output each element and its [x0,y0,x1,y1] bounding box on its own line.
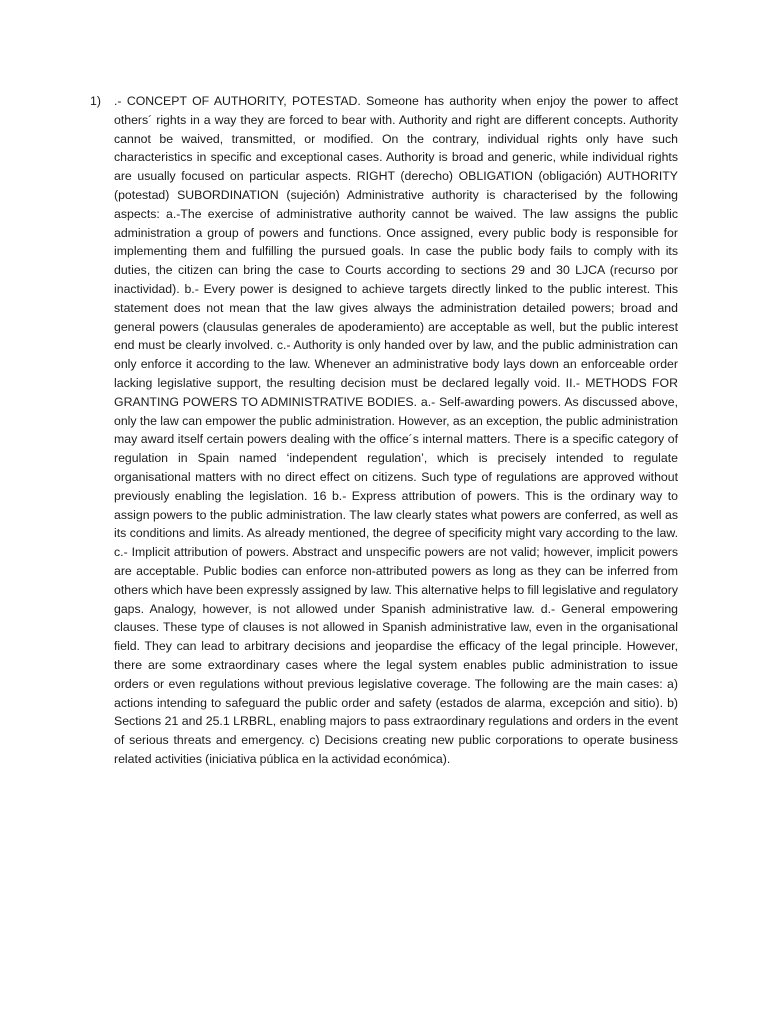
body-paragraph: .- CONCEPT OF AUTHORITY, POTESTAD. Someone has authority when enjoy the power to affect others´ rights in a way they are forced to bear with. Authority and right are different concepts. Authority cannot be waived, transmitted, or modified. On the contrary, individual rights only have such characteristics in specific and exceptional cases. Authority is broad and generic, while individual rights are usually focused on particular aspects. RIGHT (derecho) OBLIGATION (obligación) AUTHORITY (potestad) SUBORDINATION (sujeción) Administrative authority is characterised by the following aspects: a.-The exercise of administrative authority cannot be waived. The law assigns the public administration a group of powers and functions. Once assigned, every public body is responsible for implementing them and fulfilling the pursued goals. In case the public body fails to comply with its duties, the citizen can bring the case to Courts according to sections 29 and 30 LJCA (recurso por inactividad). b.- Every power is designed to achieve targets directly linked to the public interest. This statement does not mean that the law gives always the administration detailed powers; broad and general powers (clausulas generales de apoderamiento) are acceptable as well, but the public interest end must be clearly involved. c.- Authority is only handed over by law, and the public administration can only enforce it according to the law. Whenever an administrative body lays down an enforceable order lacking legislative support, the resulting decision must be declared legally void. II.- METHODS FOR GRANTING POWERS TO ADMINISTRATIVE BODIES. a.- Self-awarding powers. As discussed above, only the law can empower the public administration. However, as an exception, the public administration may award itself certain powers dealing with the office´s internal matters. There is a specific category of regulation in Spain named ‘independent regulation’, which is precisely intended to regulate organisational matters with no direct effect on citizens. Such type of regulations are approved without previously enabling the legislation. 16 b.- Express attribution of powers. This is the ordinary way to assign powers to the public administration. The law clearly states what powers are conferred, as well as its conditions and limits. As already mentioned, the degree of specificity might vary according to the law. c.- Implicit attribution of powers. Abstract and unspecific powers are not valid; however, implicit powers are acceptable. Public bodies can enforce non-attributed powers as long as they can be inferred from others which have been expressly assigned by law. This alternative helps to fill legislative and regulatory gaps. Analogy, however, is not allowed under Spanish administrative law. d.- General empowering clauses. These type of clauses is not allowed in Spanish administrative law, even in the organisational field. They can lead to arbitrary decisions and jeopardise the efficacy of the legal principle. However, there are some extraordinary cases where the legal system enables public administration to issue orders or even regulations without previous legislative coverage. The following are the main cases: a) actions intending to safeguard the public order and safety (estados de alarma, excepción and sitio). b) Sections 21 and 25.1 LRBRL, enabling majors to pass extraordinary regulations and orders in the event of serious threats and emergency. c) Decisions creating new public corporations to operate business related activities (iniciativa pública en la actividad económica). [114,94,678,766]
numbered-list-item [90,92,678,769]
list-item-number: 1) [90,94,101,108]
